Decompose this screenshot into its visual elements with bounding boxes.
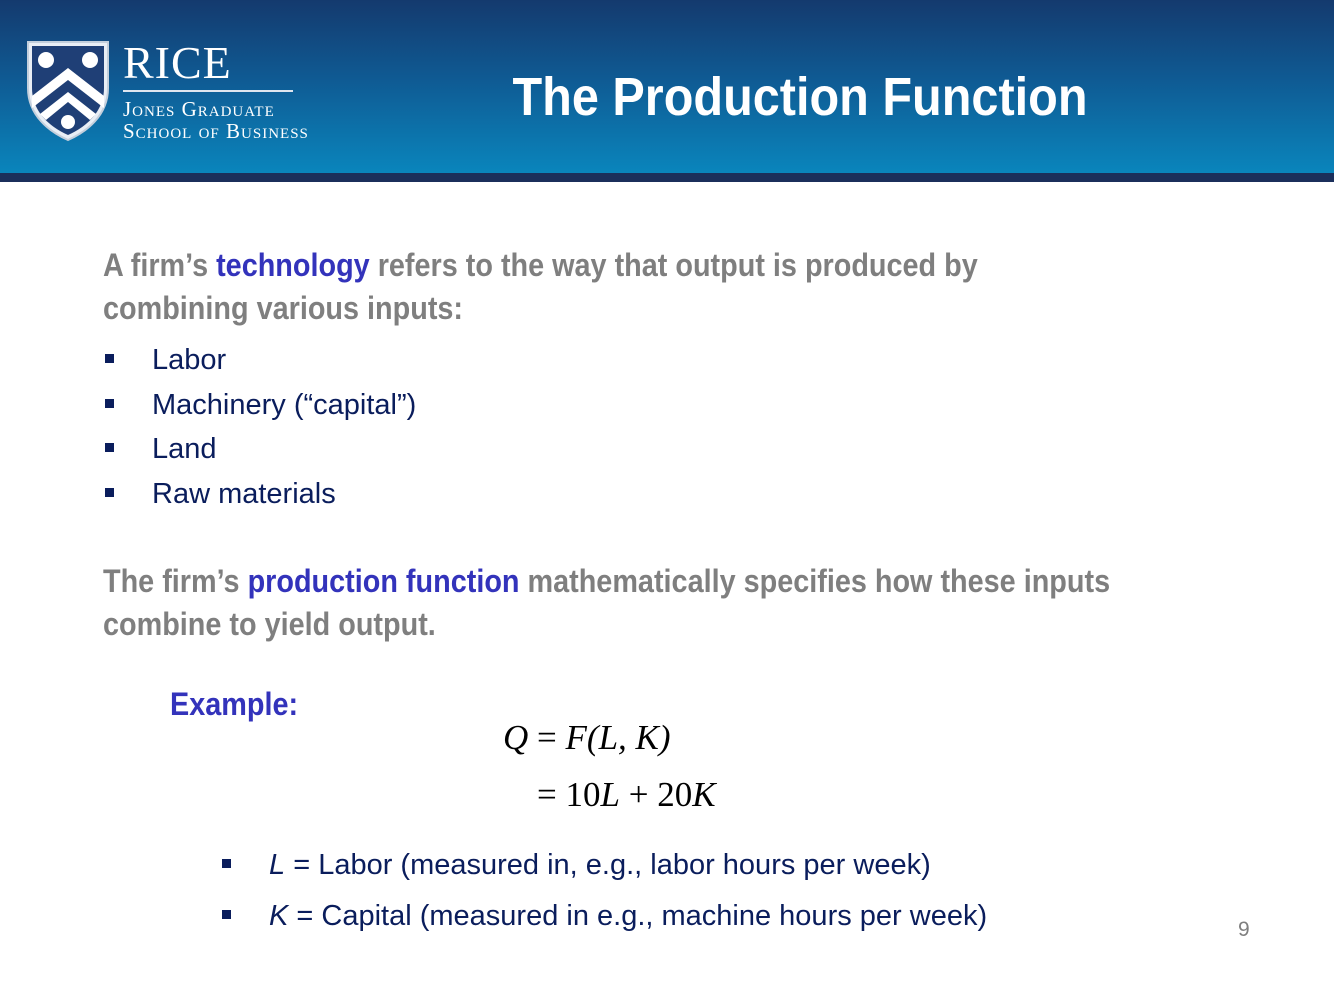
equation-line-1 bbox=[503, 718, 671, 758]
list-item-text: Labor bbox=[152, 344, 227, 376]
brand-underline bbox=[123, 90, 293, 92]
para1-before: A firm’s bbox=[103, 247, 217, 283]
eq-args: (L, K) bbox=[586, 718, 671, 757]
eq-plus: + bbox=[619, 775, 658, 814]
definition-desc: = Capital (measured in e.g., machine hours per week) bbox=[288, 900, 988, 932]
para2-before: The firm’s bbox=[103, 563, 248, 599]
bullet-icon bbox=[222, 910, 231, 919]
production-function-paragraph bbox=[103, 560, 1120, 646]
para1-after: refers to the way that output is produced by combining various inputs: bbox=[103, 247, 978, 326]
equation-line-2 bbox=[537, 775, 716, 815]
bullet-icon bbox=[105, 354, 114, 363]
list-item-text: Raw materials bbox=[152, 477, 336, 510]
eq-var-k: K bbox=[692, 775, 716, 814]
eq-coef-2: 20 bbox=[657, 775, 693, 814]
definition-var: K bbox=[269, 900, 289, 932]
eq-equals-2: = bbox=[537, 775, 566, 814]
term-technology: technology bbox=[216, 247, 370, 283]
definition-text bbox=[269, 893, 987, 939]
eq-var-q: Q bbox=[503, 718, 529, 757]
header-divider bbox=[0, 173, 1334, 182]
eq-coef-1: 10 bbox=[565, 775, 601, 814]
bullet-icon bbox=[105, 399, 114, 408]
brand-name: RICE bbox=[123, 37, 232, 88]
slide-title: The Production Function bbox=[512, 67, 1088, 127]
technology-paragraph bbox=[103, 244, 1120, 330]
brand-wordmark bbox=[123, 37, 309, 143]
bullet-icon bbox=[105, 488, 114, 497]
eq-equals: = bbox=[528, 718, 566, 757]
bullet-icon bbox=[222, 859, 231, 868]
para2-after: mathematically specifies how these inputs combine to yield output. bbox=[103, 563, 1111, 642]
definition-var: L bbox=[269, 849, 286, 881]
page-number: 9 bbox=[1238, 918, 1250, 941]
brand-line-2: School of Business bbox=[123, 119, 309, 143]
brand-line-1: Jones Graduate bbox=[123, 97, 275, 121]
example-label: Example: bbox=[170, 686, 299, 722]
eq-var-l: L bbox=[600, 775, 620, 814]
rice-shield-logo bbox=[24, 38, 112, 142]
list-item-text: Land bbox=[152, 433, 217, 465]
bullet-icon bbox=[105, 443, 114, 452]
eq-func-f: F bbox=[565, 718, 587, 757]
list-item-text: Machinery (“capital”) bbox=[152, 388, 417, 421]
definition-desc: = Labor (measured in, e.g., labor hours per week) bbox=[285, 849, 931, 881]
term-production-function: production function bbox=[247, 563, 520, 599]
definition-text bbox=[269, 842, 931, 888]
